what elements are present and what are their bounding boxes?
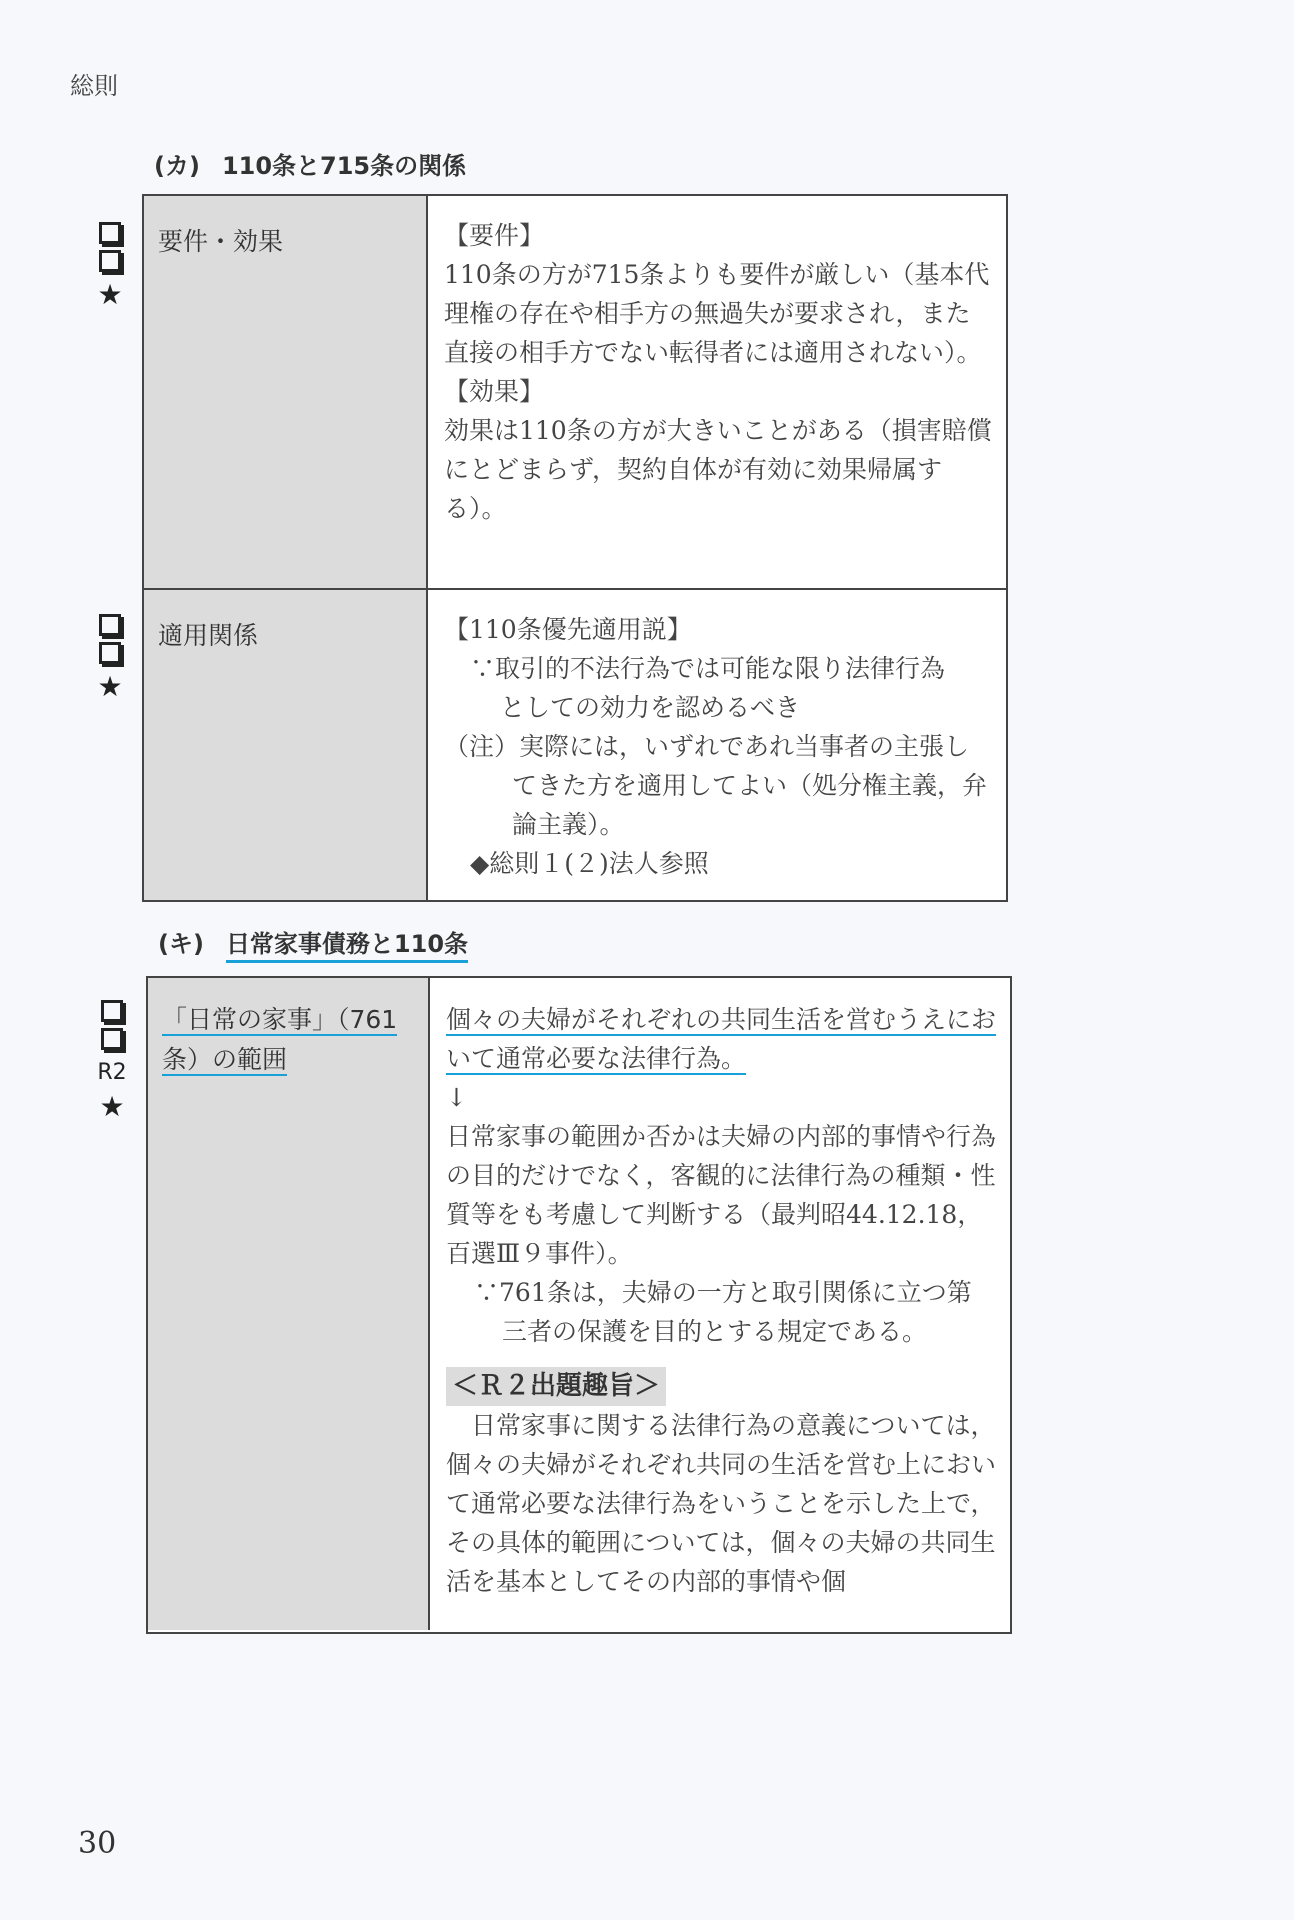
star-icon: ★ xyxy=(97,278,123,311)
down-arrow: ↓ xyxy=(446,1083,467,1112)
content-heading: 【110条優先適用説】 xyxy=(444,615,692,644)
page-number: 30 xyxy=(78,1826,117,1861)
checkbox-icon[interactable] xyxy=(99,250,121,272)
content-heading: 【効果】 xyxy=(444,377,545,406)
section-number: (カ) xyxy=(154,152,200,180)
content-reference: ◆総則１(２)法人参照 xyxy=(470,849,709,878)
checkbox-icon[interactable] xyxy=(99,222,121,244)
table-row xyxy=(144,196,1006,588)
checkbox-icon[interactable] xyxy=(99,642,121,664)
row-label-text: 「日常の家事」（761条）の範囲 xyxy=(162,1005,398,1074)
checkbox-icon[interactable] xyxy=(99,614,121,636)
checkbox-icon[interactable] xyxy=(101,1028,123,1050)
content-text: 日常家事の範囲か否かは夫婦の内部的事情や行為の目的だけでなく，客観的に法律行為の種類・性質等をも考慮して判断する（最判昭44.12.18，百選Ⅲ９事件）。 xyxy=(446,1122,997,1268)
section-number: (キ) xyxy=(158,930,204,958)
exam-year-label: R2 xyxy=(97,1060,127,1085)
content-heading: 【要件】 xyxy=(444,221,545,250)
content-reason: ∵761条は，夫婦の一方と取引関係に立つ第三者の保護を目的とする規定である。 xyxy=(474,1278,972,1346)
review-marks-2 xyxy=(92,608,128,704)
content-text: 効果は110条の方が大きいことがある（損害賠償にとどまらず，契約自体が有効に効果帰属する）。 xyxy=(444,416,992,523)
review-marks-3 xyxy=(94,994,130,1124)
section-title-text: 日常家事債務と110条 xyxy=(226,930,468,963)
section-title-ka xyxy=(154,146,466,181)
row-label xyxy=(148,978,430,1630)
star-icon: ★ xyxy=(97,670,123,703)
content-text: 個々の夫婦がそれぞれの共同生活を営むうえにおいて通常必要な法律行為。 xyxy=(446,1005,997,1073)
exam-gist-text: 日常家事に関する法律行為の意義については，個々の夫婦がそれぞれ共同の生活を営む上において通常必要な法律行為をいうことを示した上で，その具体的範囲については，個々の夫婦の共同生活を基本としてその内部的事情や個 xyxy=(446,1411,997,1596)
exam-gist-heading: ＜Ｒ２出題趣旨＞ xyxy=(446,1367,666,1406)
section-title-ki xyxy=(158,924,468,959)
chapter-header: 総則 xyxy=(70,72,118,100)
content-reason: ∵取引的不法行為では可能な限り法律行為 xyxy=(470,654,946,683)
section-title-text: 110条と715条の関係 xyxy=(221,152,467,180)
review-marks-1 xyxy=(92,216,128,312)
table-ki xyxy=(146,976,1012,1634)
checkbox-icon[interactable] xyxy=(101,1000,123,1022)
row-content xyxy=(428,590,1006,900)
row-label: 適用関係 xyxy=(144,590,428,900)
row-content xyxy=(428,196,1006,588)
row-content xyxy=(430,978,1010,1630)
table-row xyxy=(148,978,1010,1630)
table-ka xyxy=(142,194,1008,902)
row-label: 要件・効果 xyxy=(144,196,428,588)
content-text: 110条の方が715条よりも要件が厳しい（基本代理権の存在や相手方の無過失が要求され，また直接の相手方でない転得者には適用されない）。 xyxy=(444,260,990,367)
star-icon: ★ xyxy=(99,1090,125,1123)
content-note: （注）実際には，いずれであれ当事者の主張してきた方を適用してよい（処分権主義，弁論主義）。 xyxy=(444,732,988,839)
table-row xyxy=(144,588,1006,900)
content-reason-cont: としての効力を認めるべき xyxy=(500,693,801,722)
